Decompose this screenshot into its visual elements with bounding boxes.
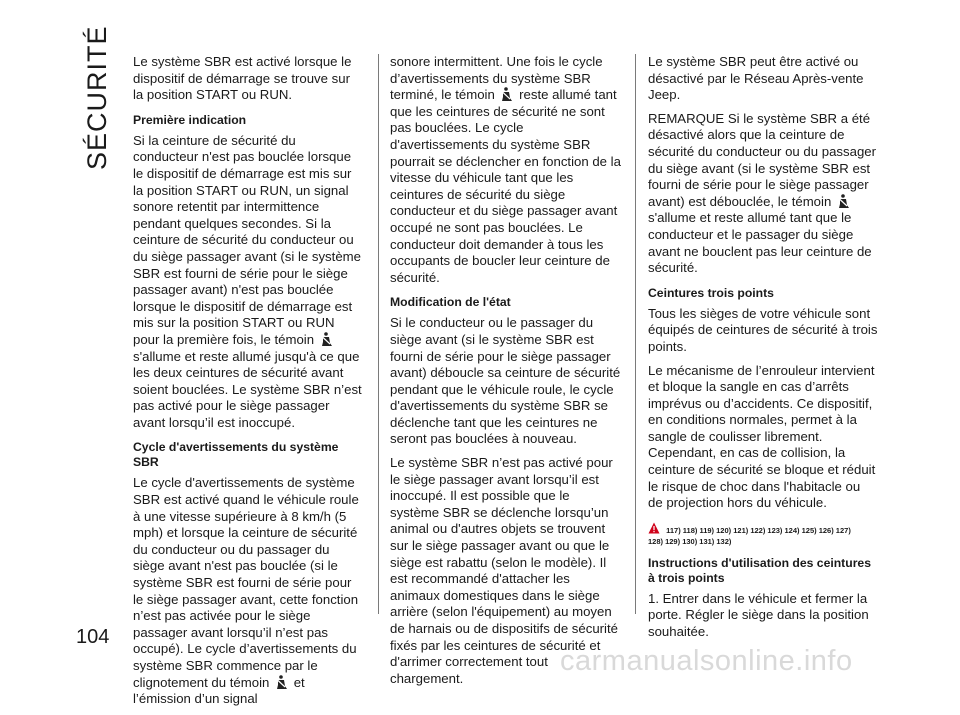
subheading-modification-etat: Modification de l'état — [390, 295, 511, 310]
paragraph-text: et l’émission d’un signal — [133, 674, 305, 707]
paragraph: 1. Entrer dans le véhicule et fermer la porte. Régler le siège dans la position souhaitée. — [648, 590, 869, 640]
warning-refs-line-1: 117) 118) 119) 120) 121) 122) 123) 124) 125) 126) 127) — [666, 525, 851, 535]
text-column-3 — [648, 54, 878, 648]
paragraph-text: s'allume et reste allumé tant que le conducteur et le passager du siège avant ne bouclent pas leur ceinture de sécurité. — [648, 210, 872, 276]
paragraph-text: s'allume et reste allumé jusqu'à ce que les deux ceintures de sécurité avant soient bouclées. Le système SBR n’est pas activé pour le siège passager avant lorsqu’il est inoccupé. — [133, 348, 362, 430]
paragraph — [390, 54, 622, 286]
warning-triangle-icon — [648, 522, 660, 534]
text-column-1 — [133, 54, 363, 715]
paragraph: Le mécanisme de l’enrouleur intervient et bloque la sangle en cas d’arrêts imprévus ou d’accidents. Ce dispositif, en conditions normales, permet à la sangle de coulisser librement. Cependant, en cas de collision, la ceinture de sécurité se bloque et réduit le risque de choc dans l'habitacle ou de projection hors du véhicule. — [648, 362, 876, 511]
paragraph — [133, 133, 363, 432]
section-title — [76, 25, 116, 172]
seatbelt-warning-icon — [837, 194, 850, 209]
paragraph-text: reste allumé tant que les ceintures de sécurité ne sont pas bouclées. Le cycle d'avertissements du système SBR pourrait se déclencher en fonction de la vitesse du véhicule tant que les ceintures de sécurité du siège conducteur et du siège passager avant occupé ne sont pas bouclées. Le conducteur doit demander à tous les occupants de boucler leur ceinture de sécurité. — [390, 87, 621, 285]
paragraph: Le système SBR est activé lorsque le dispositif de démarrage se trouve sur la position START ou RUN. — [133, 54, 352, 103]
page-number: 104 — [76, 626, 110, 648]
paragraph: Le système SBR peut être activé ou désactivé par le Réseau Après-vente Jeep. — [648, 54, 864, 103]
paragraph: Tous les sièges de votre véhicule sont équipés de ceintures de sécurité à trois points. — [648, 305, 878, 354]
paragraph: Si le conducteur ou le passager du siège avant (si le système SBR est fourni de série pour le siège passager avant) déboucle sa ceinture de sécurité pendant que le véhicule roule, le cycle d'avertissements du système SBR se déclenche tant que les ceintures ne seront pas bouclées à nouveau. — [390, 315, 621, 447]
paragraph: Le système SBR n’est pas activé pour le siège passager avant lorsqu’il est inoccupé. Il est possible que le système SBR se déclenche lorsqu’un animal ou d'autres objets se trouvent sur le siège passager avant ou que le siège est rabattu (selon le modèle). Il est recommandé d'attacher les animaux domestiques dans le siège arrière (selon l'équipement) au moyen de harnais ou de dispositifs de sécurité fixés par les ceintures de sécurité et d'arrimer correctement tout chargement. — [390, 455, 618, 686]
seatbelt-warning-icon — [500, 87, 513, 102]
warning-refs-line-2: 128) 129) 130) 131) 132) — [648, 536, 732, 546]
paragraph — [133, 475, 363, 707]
watermark: carmanualsonline.info — [560, 645, 853, 677]
paragraph-text: Le cycle d'avertissements de système SBR est activé quand le véhicule roule à une vitesse supérieure à 8 km/h (5 mph) et lorsque la ceinture de sécurité du conducteur ou du passager du siège avant n'est pas bouclée (si le système SBR est fourni de série pour le siège passager avant, cette fonction n’est pas activée pour le siège passager avant lorsqu’il n’est pas occupé). Le cycle d’avertissements du système SBR commence par le clignotement du témoin — [133, 475, 359, 690]
subheading-instructions: Instructions d'utilisation des ceintures à trois points — [648, 555, 871, 585]
seatbelt-warning-icon — [320, 332, 333, 347]
warning-references — [648, 522, 878, 547]
subheading-cycle-avertissements: Cycle d'avertissements du système SBR — [133, 440, 339, 470]
column-divider-2 — [635, 54, 636, 614]
text-column-2 — [390, 54, 622, 694]
subheading-premiere-indication: Première indication — [133, 112, 247, 127]
seatbelt-warning-icon — [275, 675, 288, 690]
column-divider-1 — [378, 54, 379, 614]
subheading-ceintures-trois-points: Ceintures trois points — [648, 285, 774, 300]
paragraph-text: Si la ceinture de sécurité du conducteur n'est pas bouclée lorsque le dispositif de démarrage est mis sur la position START ou RUN, un signal sonore retentit par intermittence pendant quelques secondes. Si la ceinture de sécurité du conducteur ou du siège passager avant (si le système SBR est fourni de série pour le siège passager avant) n'est pas bouclée lorsque le dispositif de démarrage est mis sur la position START ou RUN pour la première fois, le témoin — [133, 132, 361, 347]
paragraph-text: REMARQUE Si le système SBR a été désactivé alors que la ceinture de sécurité du conducteur ou du passager du siège avant (si le système SBR est fourni de série pour le siège passager avant) est débouclée, le témoin — [648, 110, 876, 209]
section-title-text: SÉCURITÉ — [82, 25, 112, 170]
paragraph-text: sonore intermittent. Une fois le cycle d’avertissements du système SBR terminé, le témoin — [390, 54, 603, 103]
paragraph — [648, 111, 878, 277]
